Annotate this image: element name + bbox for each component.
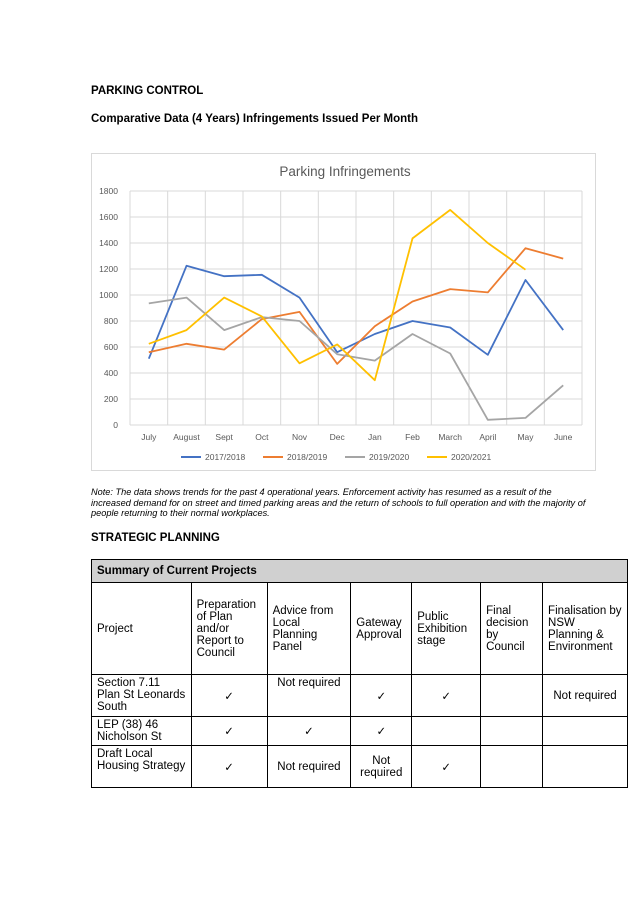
projects-table [91,559,628,788]
chart-container [91,153,596,471]
cell: ✓ [351,717,412,746]
header-project: Project [92,583,192,675]
cell: ✓ [351,675,412,717]
legend-label: 2018/2019 [287,452,328,462]
x-tick-label: Feb [405,432,420,442]
cell: ✓ [267,717,351,746]
y-tick-label: 1400 [99,238,118,248]
y-tick-label: 600 [103,342,118,352]
cell [543,717,628,746]
table-row [92,717,628,746]
chart-note: Note: The data shows trends for the past 4 operational years. Enforcement activity has resumed as a result of the increased demand for on street and timed parking areas and the return of schools to full operation and with the majority of people returning to their normal workplaces. [91,487,586,519]
line-chart [92,154,597,472]
legend-label: 2017/2018 [205,452,246,462]
cell [543,746,628,788]
header-final-decision: Final decision by Council [481,583,543,675]
legend-label: 2020/2021 [451,452,492,462]
cell: ✓ [191,675,267,717]
x-tick-label: Dec [329,432,345,442]
strategic-planning-heading: STRATEGIC PLANNING [91,532,220,544]
chart-subheading: Comparative Data (4 Years) Infringements Issued Per Month [91,113,418,125]
x-tick-label: June [553,432,573,442]
cell [412,717,481,746]
cell [481,746,543,788]
cell: Not required [267,746,351,788]
chart-title: Parking Infringements [279,164,411,179]
y-tick-label: 1200 [99,264,118,274]
y-tick-label: 200 [103,394,118,404]
x-tick-label: July [141,432,157,442]
cell-project: Section 7.11 Plan St Leonards South [92,675,192,717]
header-finalisation: Finalisation by NSW Planning & Environment [543,583,628,675]
y-tick-label: 800 [103,316,118,326]
x-tick-label: Oct [255,432,269,442]
header-advice: Advice from Local Planning Panel [267,583,351,675]
cell: ✓ [412,675,481,717]
cell: ✓ [191,717,267,746]
cell-project: Draft Local Housing Strategy [92,746,192,788]
y-tick-label: 400 [103,368,118,378]
y-tick-label: 0 [113,420,118,430]
x-tick-label: Nov [291,432,308,442]
header-gateway: Gateway Approval [351,583,412,675]
x-tick-label: Jan [367,432,382,442]
table-title: Summary of Current Projects [92,560,628,583]
y-tick-label: 1800 [99,186,118,196]
x-tick-label: Sept [215,432,233,442]
cell: Not required [351,746,412,788]
cell [481,675,543,717]
y-tick-label: 1600 [99,212,118,222]
header-exhibition: Public Exhibition stage [412,583,481,675]
cell-project: LEP (38) 46 Nicholson St [92,717,192,746]
cell: Not required [543,675,628,717]
y-tick-label: 1000 [99,290,118,300]
cell [481,717,543,746]
x-tick-label: August [173,432,200,442]
header-preparation: Preparation of Plan and/or Report to Council [191,583,267,675]
x-tick-label: April [479,432,497,442]
table-row [92,675,628,717]
cell: Not required [267,675,351,717]
x-tick-label: March [438,432,462,442]
cell: ✓ [412,746,481,788]
x-tick-label: May [517,432,534,442]
cell: ✓ [191,746,267,788]
parking-control-heading: PARKING CONTROL [91,85,204,97]
legend-label: 2019/2020 [369,452,410,462]
table-row [92,746,628,788]
